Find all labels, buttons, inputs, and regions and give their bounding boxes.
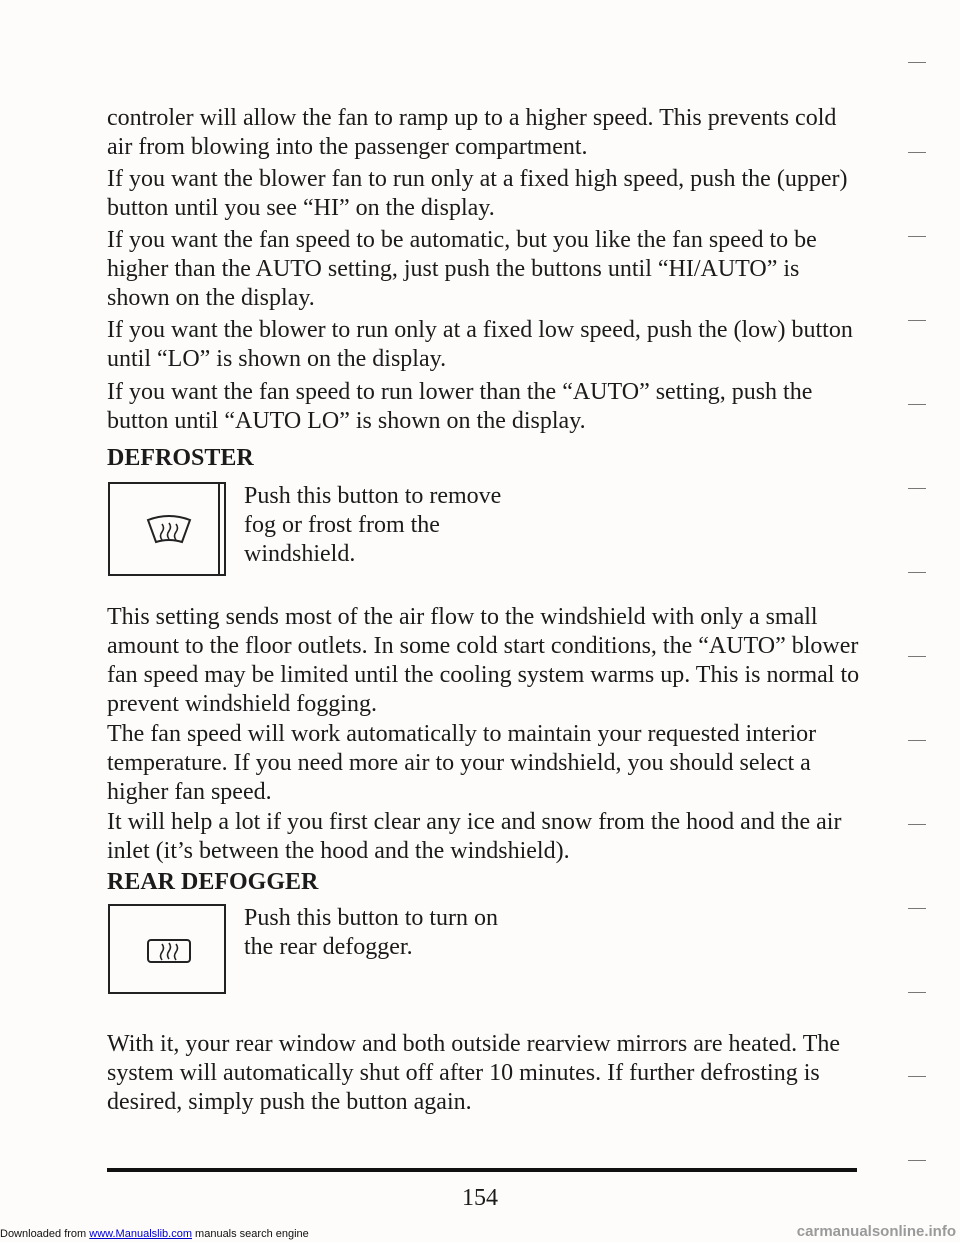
footer-rule [107, 1168, 857, 1172]
paragraph-defroster-clear: It will help a lot if you first clear any ice and snow from the hood and the air inlet (it’s between the hood and the windshield). [107, 809, 842, 864]
paragraph-hi-auto: If you want the fan speed to be automatic, but you like the fan speed to be higher than the AUTO setting, just push the buttons until “HI/AUTO” is shown on the display. [107, 227, 817, 311]
defroster-button-text: Push this button to remove fog or frost from the windshield. [244, 483, 502, 567]
manualslib-link[interactable]: www.Manualslib.com [89, 1228, 192, 1240]
footer-prefix: Downloaded from [0, 1228, 87, 1240]
rear-defogger-button-illustration [108, 904, 226, 994]
footer-suffix: manuals search engine [195, 1228, 309, 1240]
page-number: 154 [462, 1185, 498, 1211]
footer-download-notice [0, 1226, 309, 1242]
windshield-defrost-icon [144, 510, 194, 550]
paragraph-auto-lo: If you want the fan speed to run lower than the “AUTO” setting, push the button until “AUTO LO” is shown on the display. [107, 379, 813, 434]
paragraph-rear-defogger-info: With it, your rear window and both outside rearview mirrors are heated. The system will automatically shut off after 10 minutes. If further defrosting is desired, simply push the button again. [107, 1031, 841, 1115]
paragraph-fixed-high: If you want the blower fan to run only at a fixed high speed, push the (upper) button until you see “HI” on the display. [107, 166, 848, 221]
paragraph-defroster-airflow: This setting sends most of the air flow to the windshield with only a small amount to the floor outlets. In some cold start conditions, the “AUTO” blower fan speed may be limited until the cooling system warms up. This is normal to prevent windshield fogging. [107, 604, 860, 717]
paragraph-defroster-fan: The fan speed will work automatically to maintain your requested interior temperature. If you need more air to your windshield, you should select a higher fan speed. [107, 721, 817, 805]
defroster-button-illustration [108, 482, 226, 576]
defroster-heading: DEFROSTER [107, 445, 254, 471]
rear-window-defogger-icon [144, 932, 194, 972]
paragraph-fan-ramp: controler will allow the fan to ramp up to a higher speed. This prevents cold air from blowing into the passenger compartment. [107, 105, 837, 160]
paragraph-fixed-low: If you want the blower to run only at a fixed low speed, push the (low) button until “LO” is shown on the display. [107, 317, 853, 372]
rear-defogger-button-text: Push this button to turn on the rear defogger. [244, 905, 499, 960]
watermark: carmanualsonline.info [796, 1223, 956, 1240]
rear-defogger-heading: REAR DEFOGGER [107, 869, 319, 895]
margin-marks [880, 0, 960, 1200]
